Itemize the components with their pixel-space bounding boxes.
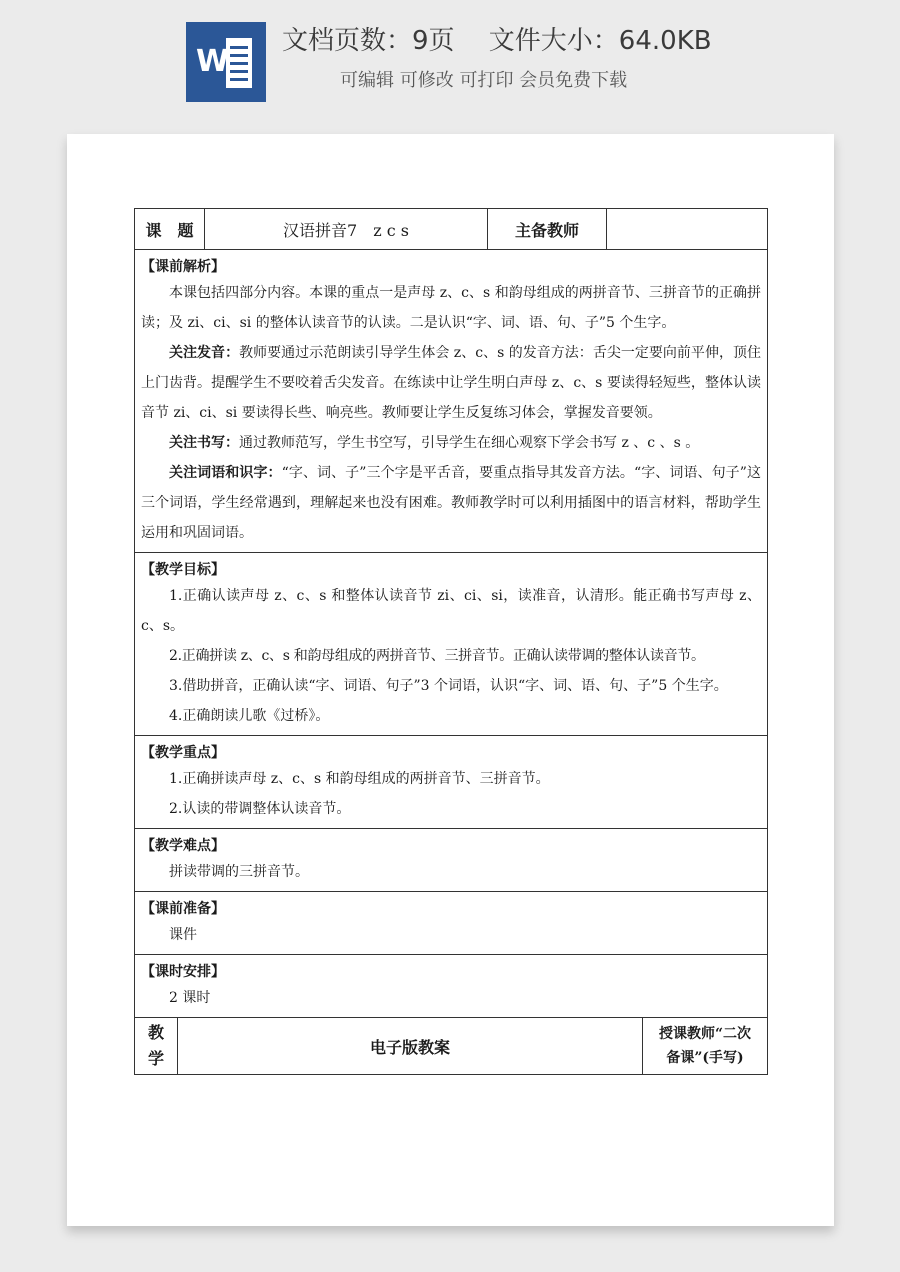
handwritten-notes-label bbox=[643, 1018, 767, 1074]
teaching-label bbox=[135, 1018, 178, 1074]
paragraph-text: “字、词、子”三个字是平舌音，要重点指导其发音方法。“字、词语、句子”这三个词语，学生经常遇到，理解起来也没有困难。教师教学时可以利用插图中的语言材料，帮助学生运用和巩固词语。 bbox=[141, 465, 761, 541]
teacher-label: 主备教师 bbox=[488, 209, 607, 249]
analysis-section bbox=[135, 250, 767, 553]
difficulty-section bbox=[135, 829, 767, 892]
section-heading: 【课前解析】 bbox=[141, 259, 225, 275]
goals-section bbox=[135, 553, 767, 736]
list-item: 2.认读的带调整体认读音节。 bbox=[169, 801, 351, 817]
section-heading: 【教学目标】 bbox=[141, 562, 225, 578]
list-item: 3.借助拼音，正确认读“字、词语、句子”3 个词语，认识“字、词、语、句、子”5 个生字。 bbox=[169, 678, 728, 694]
word-letter: W bbox=[196, 44, 230, 79]
paragraph: 拼读带调的三拼音节。 bbox=[169, 864, 309, 880]
paragraph: 2 课时 bbox=[169, 990, 211, 1006]
label-part: 备课”(手写) bbox=[666, 1050, 744, 1066]
key-points-section bbox=[135, 736, 767, 829]
word-document-icon bbox=[186, 22, 266, 102]
paragraph-lead: 关注词语和识字： bbox=[169, 465, 282, 481]
label-part: 授课教师“二次 bbox=[658, 1026, 752, 1042]
paragraph: 课件 bbox=[169, 927, 197, 943]
section-heading: 【课前准备】 bbox=[141, 901, 225, 917]
paragraph: 本课包括四部分内容。本课的重点一是声母 z、c、s 和韵母组成的两拼音节、三拼音节的正确拼读；及 zi、ci、si 的整体认读音节的认读。二是认识“字、词、语、句、子”5 个生字。 bbox=[141, 285, 761, 331]
schedule-section bbox=[135, 955, 767, 1018]
file-info-title: 文档页数：9页 文件大小：64.0KB bbox=[282, 26, 712, 56]
footer-row bbox=[135, 1018, 767, 1074]
paragraph-text: 教师要通过示范朗读引导学生体会 z、c、s 的发音方法：舌尖一定要向前平伸，顶住上门齿背。提醒学生不要咬着舌尖发音。在练读中让学生明白声母 z、c、s 要读得轻短些，整体认读音节 zi、ci、si 要读得长些、响亮些。教师要让学生反复练习体会，掌握发音要领。 bbox=[141, 345, 762, 421]
paragraph-lead: 关注书写： bbox=[169, 435, 239, 451]
teacher-value bbox=[607, 209, 767, 249]
text-line bbox=[230, 46, 248, 49]
header bbox=[0, 0, 900, 120]
paragraph-lead: 关注发音： bbox=[169, 345, 240, 361]
section-heading: 【课时安排】 bbox=[141, 964, 225, 980]
list-item: 1.正确拼读声母 z、c、s 和韵母组成的两拼音节、三拼音节。 bbox=[169, 771, 550, 787]
electronic-plan-label: 电子版教案 bbox=[178, 1018, 643, 1074]
text-line bbox=[230, 62, 248, 65]
list-item: 2.正确拼读 z、c、s 和韵母组成的两拼音节、三拼音节。正确认读带调的整体认读音节。 bbox=[169, 648, 705, 664]
paragraph bbox=[141, 458, 761, 548]
label-part: 学 bbox=[147, 1049, 164, 1068]
topic-label: 课 题 bbox=[135, 209, 205, 249]
label-part: 教 bbox=[147, 1023, 164, 1042]
paragraph-text: 通过教师范写，学生书空写，引导学生在细心观察下学会书写 z 、c 、s 。 bbox=[239, 435, 700, 451]
title-row bbox=[135, 209, 767, 250]
text-line bbox=[230, 54, 248, 57]
file-info-subtitle: 可编辑 可修改 可打印 会员免费下载 bbox=[340, 70, 628, 91]
section-heading: 【教学重点】 bbox=[141, 745, 225, 761]
paragraph bbox=[141, 428, 761, 458]
text-line bbox=[230, 70, 248, 73]
lesson-plan-table bbox=[134, 208, 768, 1075]
list-item: 4.正确朗读儿歌《过桥》。 bbox=[169, 708, 330, 724]
list-item: 1.正确认读声母 z、c、s 和整体认读音节 zi、ci、si，读准音，认清形。能正确书写声母 z、c、s。 bbox=[141, 588, 761, 634]
topic-value: 汉语拼音7 z c s bbox=[205, 209, 488, 249]
preparation-section bbox=[135, 892, 767, 955]
paragraph bbox=[141, 338, 761, 428]
section-heading: 【教学难点】 bbox=[141, 838, 225, 854]
text-line bbox=[230, 78, 248, 81]
